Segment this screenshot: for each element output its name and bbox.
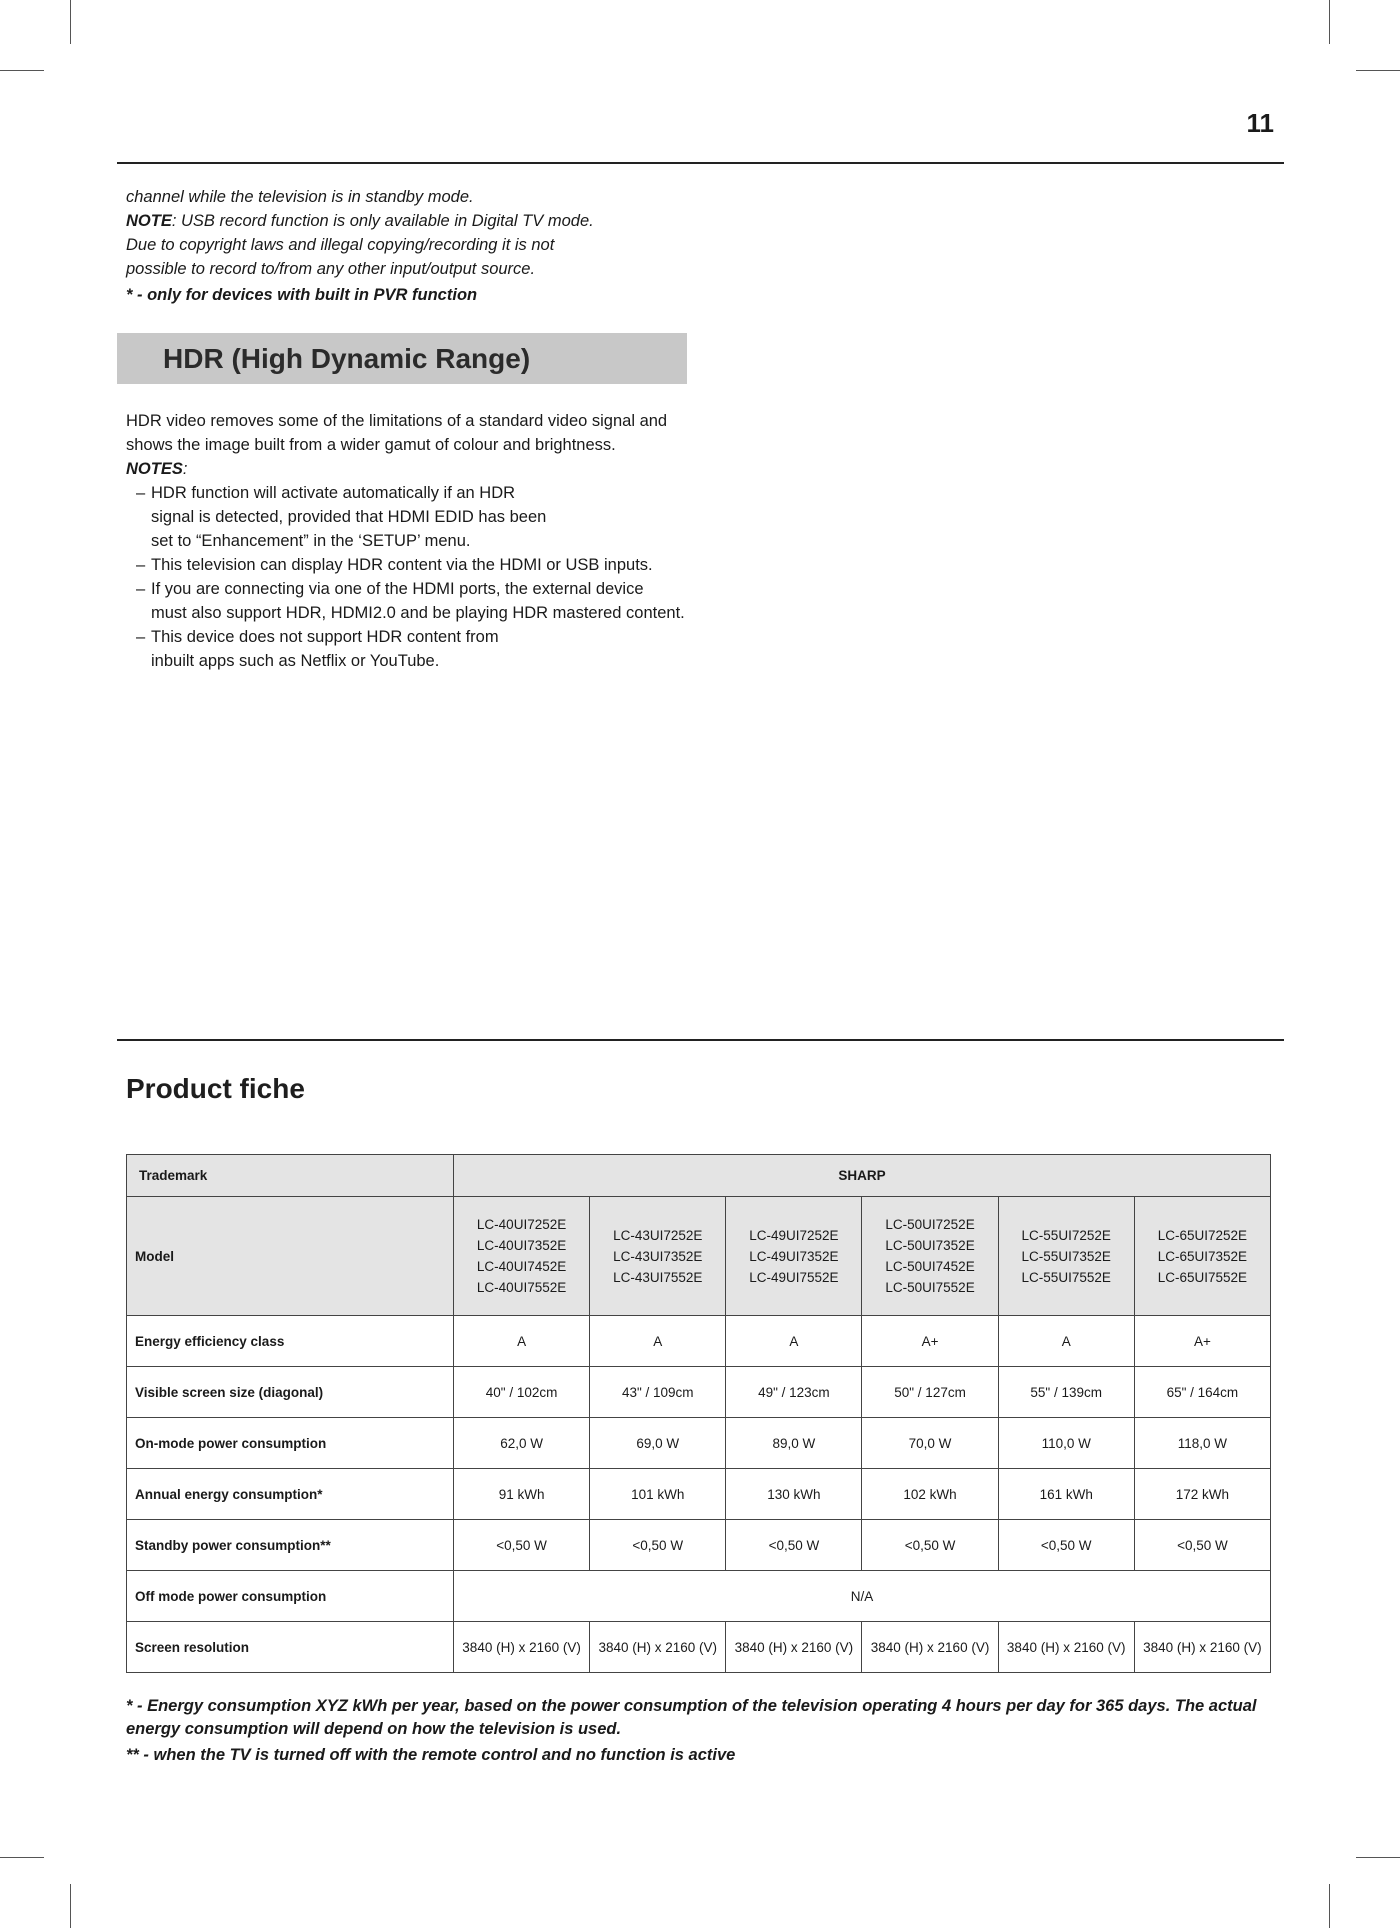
- list-item-line: inbuilt apps such as Netflix or YouTube.: [151, 652, 440, 670]
- model-number: LC-43UI7552E: [613, 1269, 703, 1285]
- crop-mark: [70, 1884, 71, 1928]
- list-item-line: If you are connecting via one of the HDMI ports, the external device: [151, 580, 644, 598]
- list-item-line: set to “Enhancement” in the ‘SETUP’ menu.: [151, 532, 471, 550]
- row-label: Screen resolution: [127, 1622, 454, 1673]
- list-item: [136, 625, 726, 673]
- crop-mark: [1356, 1857, 1400, 1858]
- model-cell: [590, 1197, 726, 1316]
- table-row: [127, 1316, 1271, 1367]
- intro-line: : USB record function is only available in Digital TV mode.: [171, 212, 594, 230]
- list-item-line: This television can display HDR content via the HDMI or USB inputs.: [151, 556, 653, 574]
- notes-label: NOTES: [126, 460, 183, 478]
- bullet-dash: –: [136, 580, 146, 598]
- model-number: LC-65UI7252E: [1157, 1227, 1248, 1243]
- row-label: Off mode power consumption: [127, 1571, 454, 1622]
- crop-mark: [0, 70, 44, 71]
- table-cell: A: [590, 1316, 726, 1367]
- table-cell: <0,50 W: [862, 1520, 998, 1571]
- hdr-heading-banner: [117, 333, 687, 384]
- model-number: LC-49UI7552E: [749, 1269, 839, 1285]
- notes-heading: [126, 457, 726, 481]
- table-cell: 172 kWh: [1134, 1469, 1270, 1520]
- model-number: LC-43UI7352E: [613, 1248, 703, 1264]
- pvr-note: * - only for devices with built in PVR function: [126, 286, 478, 304]
- model-number: LC-49UI7252E: [749, 1227, 839, 1243]
- table-cell: 43" / 109cm: [590, 1367, 726, 1418]
- table-row: [127, 1469, 1271, 1520]
- table-cell: 89,0 W: [726, 1418, 862, 1469]
- table-row: [127, 1520, 1271, 1571]
- table-cell: 69,0 W: [590, 1418, 726, 1469]
- table-cell: 91 kWh: [454, 1469, 590, 1520]
- model-cell: [862, 1197, 998, 1316]
- model-number: LC-65UI7352E: [1157, 1248, 1248, 1264]
- table-row: [127, 1367, 1271, 1418]
- table-cell: 102 kWh: [862, 1469, 998, 1520]
- table-cell: <0,50 W: [1134, 1520, 1270, 1571]
- table-cell: <0,50 W: [590, 1520, 726, 1571]
- table-cell: A+: [862, 1316, 998, 1367]
- model-number: LC-55UI7252E: [1021, 1227, 1111, 1243]
- table-cell: 70,0 W: [862, 1418, 998, 1469]
- model-cell: [998, 1197, 1134, 1316]
- table-cell: A: [454, 1316, 590, 1367]
- crop-mark: [0, 1857, 44, 1858]
- model-number: LC-40UI7352E: [476, 1238, 567, 1253]
- crop-mark: [1329, 0, 1330, 44]
- table-cell: 101 kWh: [590, 1469, 726, 1520]
- footnote-line: energy consumption will depend on how the television is used.: [126, 1720, 622, 1738]
- row-label: Standby power consumption**: [127, 1520, 454, 1571]
- model-number: LC-55UI7552E: [1021, 1269, 1111, 1285]
- bullet-dash: –: [136, 556, 146, 574]
- table-cell: A+: [1134, 1316, 1270, 1367]
- table-cell: A: [998, 1316, 1134, 1367]
- table-cell: 3840 (H) x 2160 (V): [1134, 1622, 1270, 1673]
- table-cell: 62,0 W: [454, 1418, 590, 1469]
- table-row: [127, 1197, 1271, 1316]
- intro-note-line: [126, 209, 686, 233]
- product-fiche-title: Product fiche: [126, 1073, 305, 1104]
- table-cell: 3840 (H) x 2160 (V): [998, 1622, 1134, 1673]
- table-cell: 118,0 W: [1134, 1418, 1270, 1469]
- notes-colon: :: [182, 460, 188, 478]
- crop-mark: [1329, 1884, 1330, 1928]
- hdr-notes-list: [126, 481, 726, 673]
- table-row: [127, 1418, 1271, 1469]
- intro-line: Due to copyright laws and illegal copying/recording it is not: [126, 236, 555, 254]
- page-number: 11: [1246, 108, 1274, 138]
- model-number: LC-40UI7552E: [476, 1280, 567, 1295]
- energy-footnote: [126, 1695, 1266, 1741]
- list-item-line: This device does not support HDR content from: [151, 628, 499, 646]
- table-cell: <0,50 W: [998, 1520, 1134, 1571]
- product-fiche-table: [126, 1154, 1271, 1673]
- list-item-line: signal is detected, provided that HDMI EDID has been: [151, 508, 547, 526]
- table-cell: 65" / 164cm: [1134, 1367, 1270, 1418]
- table-row: [127, 1571, 1271, 1622]
- model-cell: [454, 1197, 590, 1316]
- hdr-body: [126, 409, 726, 673]
- model-number: LC-65UI7552E: [1157, 1269, 1248, 1285]
- footnote-line: * - Energy consumption XYZ kWh per year, based on the power consumption of the television operating 4 hours per day for 365 days. The actual: [126, 1697, 1257, 1715]
- model-number: LC-50UI7452E: [885, 1259, 975, 1274]
- table-cell: 3840 (H) x 2160 (V): [862, 1622, 998, 1673]
- list-item: [136, 577, 726, 625]
- model-cell: [1134, 1197, 1270, 1316]
- list-item-line: must also support HDR, HDMI2.0 and be playing HDR mastered content.: [151, 604, 685, 622]
- crop-mark: [70, 0, 71, 44]
- list-item: [136, 553, 726, 577]
- model-number: LC-43UI7252E: [613, 1227, 703, 1243]
- row-label: Visible screen size (diagonal): [127, 1367, 454, 1418]
- row-label: On-mode power consumption: [127, 1418, 454, 1469]
- table-cell: 3840 (H) x 2160 (V): [590, 1622, 726, 1673]
- list-item-line: HDR function will activate automatically if an HDR: [151, 484, 516, 502]
- hdr-heading: HDR (High Dynamic Range): [163, 343, 531, 374]
- table-cell: 110,0 W: [998, 1418, 1134, 1469]
- list-item: [136, 481, 726, 553]
- crop-mark: [1356, 70, 1400, 71]
- intro-line: possible to record to/from any other input/output source.: [126, 260, 536, 278]
- trademark-label: Trademark: [127, 1155, 454, 1197]
- table-cell: N/A: [454, 1571, 1271, 1622]
- table-cell: 40" / 102cm: [454, 1367, 590, 1418]
- section-divider: [117, 1039, 1284, 1041]
- table-cell: A: [726, 1316, 862, 1367]
- note-label: NOTE: [126, 212, 172, 230]
- row-label: Energy efficiency class: [127, 1316, 454, 1367]
- table-cell: <0,50 W: [454, 1520, 590, 1571]
- model-number: LC-40UI7452E: [476, 1259, 567, 1274]
- footnotes: [126, 1695, 1266, 1770]
- intro-text: [126, 185, 686, 307]
- model-cell: [726, 1197, 862, 1316]
- model-number: LC-50UI7352E: [885, 1238, 975, 1253]
- hdr-paragraph-line: shows the image built from a wider gamut of colour and brightness.: [126, 436, 616, 454]
- header-rule: [117, 162, 1284, 164]
- row-label: Annual energy consumption*: [127, 1469, 454, 1520]
- table-cell: 3840 (H) x 2160 (V): [726, 1622, 862, 1673]
- trademark-value: SHARP: [454, 1155, 1271, 1197]
- model-number: LC-49UI7352E: [749, 1248, 839, 1264]
- table-cell: 55" / 139cm: [998, 1367, 1134, 1418]
- table-row: [127, 1622, 1271, 1673]
- table-cell: <0,50 W: [726, 1520, 862, 1571]
- table-cell: 3840 (H) x 2160 (V): [454, 1622, 590, 1673]
- table-cell: 130 kWh: [726, 1469, 862, 1520]
- bullet-dash: –: [136, 484, 146, 502]
- intro-line: channel while the television is in standby mode.: [126, 188, 474, 206]
- model-label: Model: [127, 1197, 454, 1316]
- hdr-paragraph-line: HDR video removes some of the limitations of a standard video signal and: [126, 412, 668, 430]
- model-number: LC-50UI7252E: [885, 1217, 975, 1232]
- table-row: [127, 1155, 1271, 1197]
- table-cell: 50" / 127cm: [862, 1367, 998, 1418]
- table-cell: 161 kWh: [998, 1469, 1134, 1520]
- standby-footnote: ** - when the TV is turned off with the remote control and no function is active: [126, 1746, 736, 1764]
- model-number: LC-50UI7552E: [885, 1280, 975, 1295]
- table-cell: 49" / 123cm: [726, 1367, 862, 1418]
- bullet-dash: –: [136, 628, 146, 646]
- model-number: LC-55UI7352E: [1021, 1248, 1111, 1264]
- model-number: LC-40UI7252E: [476, 1217, 567, 1232]
